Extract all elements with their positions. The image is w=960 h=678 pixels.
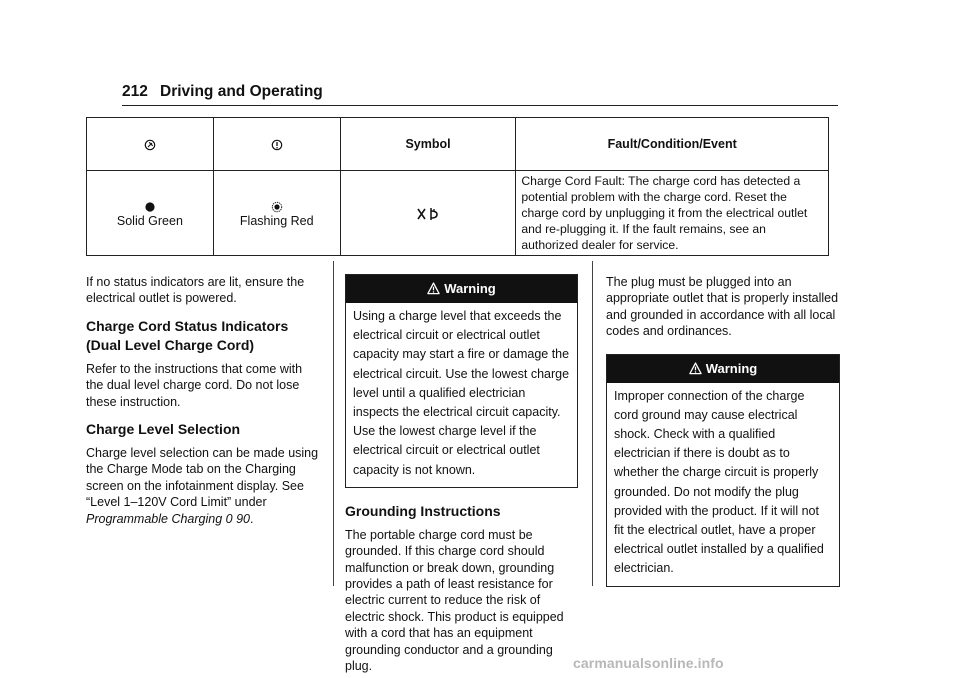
warning-title-bar	[607, 355, 839, 383]
watermark: carmanualsonline.info	[573, 655, 724, 671]
power-plug-icon	[87, 136, 213, 152]
column-divider-2	[592, 261, 593, 586]
programmable-charging-link[interactable]: Programmable Charging	[86, 511, 223, 526]
warning-title-bar	[346, 275, 577, 303]
page-ref-arrow-icon: 0	[225, 511, 233, 526]
sentence-end: .	[250, 511, 254, 526]
warning-title: Warning	[705, 360, 758, 376]
header-plug-cell	[87, 118, 214, 171]
charge-cord-fault-icon	[345, 205, 512, 221]
charge-level-text: Charge level selection can be made using the Charge Mode tab on the Charging screen on the infotainment display. See “Level 1–120V Cord Limit” under	[86, 446, 319, 510]
column-3	[606, 274, 840, 587]
section-title: Driving and Operating	[160, 83, 323, 100]
warning-triangle-icon	[689, 362, 702, 375]
header-alert-cell	[213, 118, 340, 171]
grounding-paragraph: The portable charge cord must be grounded. If this charge cord should malfunction or break down, grounding provides a path of least resistance for electric current to reduce the risk of electric shock. This product is equipped with a cord that has an equipment grounding conductor and a grounding plug.	[345, 527, 564, 674]
header-symbol: Symbol	[340, 118, 516, 171]
flashing-dot-icon	[218, 198, 336, 214]
heading-charge-level-selection: Charge Level Selection	[86, 421, 241, 438]
cell-solid-green	[87, 171, 214, 256]
warning-box-charge-level	[345, 274, 578, 488]
charge-level-paragraph	[86, 445, 322, 527]
heading-status-indicators: Charge Cord Status Indicators (Dual Level Charge Cord)	[86, 317, 289, 353]
charge-status-table	[86, 117, 829, 256]
warning-triangle-icon	[427, 282, 440, 295]
cell-flashing-red	[213, 171, 340, 256]
warning-box-grounding	[606, 354, 840, 587]
warning-body: Improper connection of the charge cord ground may cause electrical shock. Check with a qualified electrician if there is doubt as to whether the charge circuit is properly grounded. Do not modify the plug provided with the product. If it will not fit the electrical outlet, have a proper electrical outlet installed by a qualified electrician.	[614, 388, 824, 576]
heading-grounding-instructions: Grounding Instructions	[345, 502, 501, 519]
instructions-paragraph: Refer to the instructions that come with the dual level charge cord. Do not lose these instruction.	[86, 361, 303, 409]
column-2	[345, 274, 578, 674]
plug-paragraph: The plug must be plugged into an appropriate outlet that is properly installed and grounded in accordance with all local codes and ordinances.	[606, 275, 839, 339]
flashing-red-label: Flashing Red	[239, 214, 314, 228]
intro-paragraph: If no status indicators are lit, ensure the electrical outlet is powered.	[86, 275, 305, 306]
warning-title: Warning	[444, 281, 496, 296]
alert-circle-icon	[214, 136, 340, 152]
solid-green-label: Solid Green	[116, 214, 183, 228]
table-row	[87, 171, 829, 256]
cell-symbol	[340, 171, 516, 256]
page-ref-number[interactable]: 90	[236, 511, 251, 526]
column-divider-1	[333, 261, 334, 586]
header-fault-condition-event: Fault/Condition/Event	[516, 118, 829, 171]
solid-dot-icon	[91, 198, 209, 214]
page-header	[122, 83, 838, 106]
page-number: 212	[122, 83, 148, 100]
fault-description: Charge Cord Fault: The charge cord has detected a potential problem with the charge cord. Reset the charge cord by unplugging it from the electrical outlet and re-plugging it. If the fault remains, see an authorized dealer for service.	[516, 171, 829, 256]
column-1	[86, 274, 322, 527]
table-header-row	[87, 118, 829, 171]
warning-body: Using a charge level that exceeds the electrical circuit or electrical outlet capacity may start a fire or damage the electrical circuit. Use the lowest charge level until a qualified electrician inspects the electrical circuit capacity. Use the lowest charge level if the electrical circuit or electrical outlet capacity is not known.	[353, 309, 570, 477]
